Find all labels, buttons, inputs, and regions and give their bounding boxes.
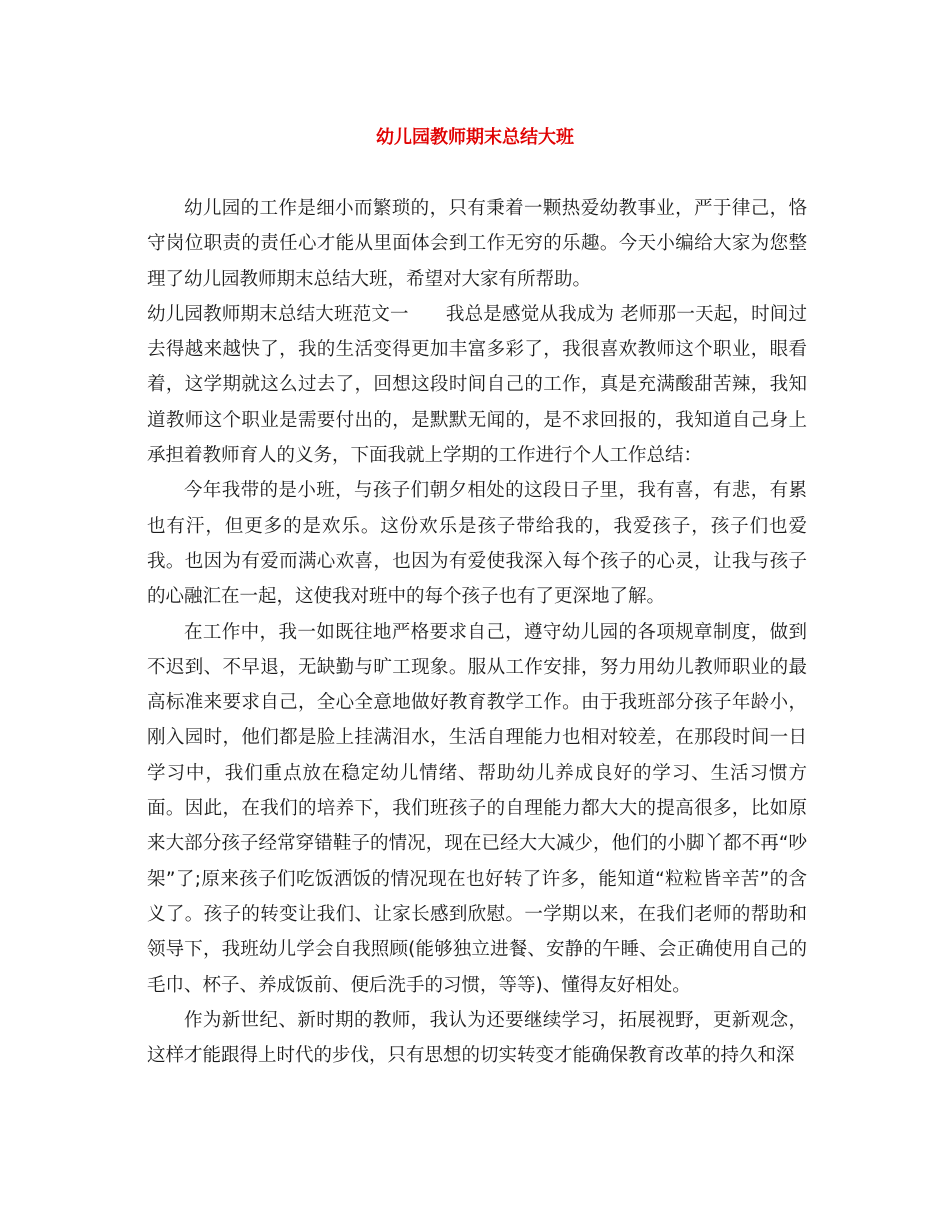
document-body [147,191,807,1073]
paragraph-small-class: 今年我带的是小班，与孩子们朝夕相处的这段日子里，我有喜，有悲，有累也有汗，但更多的是欢乐。这份欢乐是孩子带给我的，我爱孩子，孩子们也爱我。也因为有爱而满心欢喜，也因为有爱使我深入每个孩子的心灵，让我与孩子的心融汇在一起，这使我对班中的每个孩子也有了更深地了解。 [147,480,807,608]
paragraph-work: 在工作中，我一如既往地严格要求自己，遵守幼儿园的各项规章制度，做到不迟到、不早退，无缺勤与旷工现象。服从工作安排，努力用幼儿教师职业的最高标准来要求自己，全心全意地做好教育教学工作。由于我班部分孩子年龄小，刚入园时，他们都是脸上挂满泪水，生活自理能力也相对较差，在那段时间一日学习中，我们重点放在稳定幼儿情绪、帮助幼儿养成良好的学习、生活习惯方面。因此，在我们的培养下，我们班孩子的自理能力都大大的提高很多，比如原来大部分孩子经常穿错鞋子的情况，现在已经大大减少，他们的小脚丫都不再“吵架”了;原来孩子们吃饭洒饭的情况现在也好转了许多，能知道“粒粒皆辛苦”的含义了。孩子的转变让我们、让家长感到欣慰。一学期以来，在我们老师的帮助和领导下，我班幼儿学会自我照顾(能够独立进餐、安静的午睡、会正确使用自己的毛巾、杯子、养成饭前、便后洗手的习惯，等等)、懂得友好相处。 [147,621,807,996]
section-heading: 幼儿园教师期末总结大班范文一 [147,303,409,325]
paragraph-sample-one [147,297,807,473]
paragraph-intro: 幼儿园的工作是细小而繁琐的，只有秉着一颗热爱幼教事业，严于律己，恪守岗位职责的责任心才能从里面体会到工作无穷的乐趣。今天小编给大家为您整理了幼儿园教师期末总结大班，希望对大家有所帮助。 [147,198,807,290]
section-heading-text: 我总是感觉从我成为 老师那一天起，时间过去得越来越快了，我的生活变得更加丰富多彩了，我很喜欢教师这个职业，眼看着，这学期就这么过去了，回想这段时间自己的工作，真是充满酸甜苦辣，我知道教师这个职业是需要付出的，是默默无闻的，是不求回报的，我知道自己身上承担着教师育人的义务，下面我就上学期的工作进行个人工作总结： [147,303,807,467]
document-title: 幼儿园教师期末总结大班 [376,127,574,148]
paragraph-learning: 作为新世纪、新时期的教师，我认为还要继续学习，拓展视野，更新观念，这样才能跟得上时代的步伐，只有思想的切实转变才能确保教育改革的持久和深 [147,1009,807,1067]
